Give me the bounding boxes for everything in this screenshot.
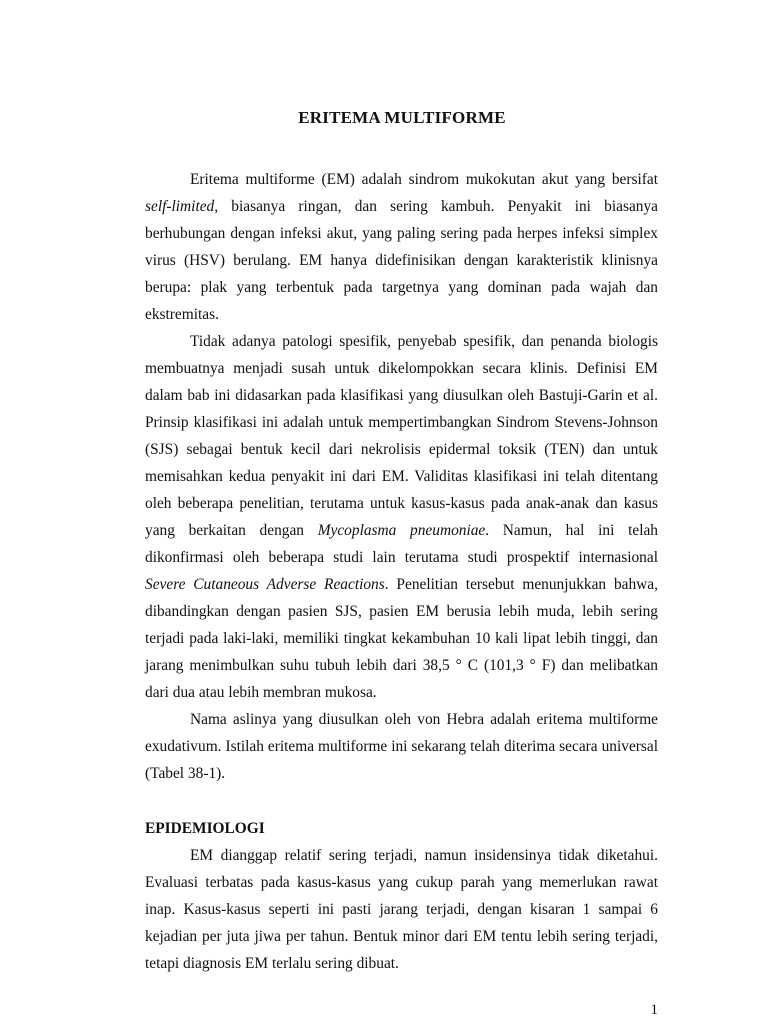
- intro-p2-italic-study: Severe Cutaneous Adverse Reactions: [145, 576, 385, 593]
- document-body: [145, 166, 658, 977]
- intro-p2-text-e: . Penelitian tersebut menunjukkan bahwa, dibandingkan dengan pasien SJS, pasien EM berusia lebih muda, lebih sering terjadi pada laki-laki, memiliki tingkat kekambuhan 10 kali lipat lebih tinggi, dan jarang menimbulkan suhu tubuh lebih dari 38,5 ° C (101,3 ° F) dan melibatkan dari dua atau lebih membran mukosa.: [145, 576, 658, 701]
- intro-p1-text-c: , biasanya ringan, dan sering kambuh. Penyakit ini biasanya berhubungan dengan infeksi akut, yang paling sering pada herpes infeksi simplex virus (HSV) berulang. EM hanya didefinisikan dengan karakteristik klinisnya berupa: plak yang terbentuk pada targetnya yang dominan pada wajah dan ekstremitas.: [145, 198, 658, 323]
- intro-p2-text-a: Tidak adanya patologi spesifik, penyebab spesifik, dan penanda biologis membuatnya menjadi susah untuk dikelompokkan secara klinis. Definisi EM dalam bab ini didasarkan pada klasifikasi yang diusulkan oleh Bastuji-Garin et al. Prinsip klasifikasi ini adalah untuk mempertimbangkan Sindrom Stevens-Johnson (SJS) sebagai bentuk kecil dari nekrolisis epidermal toksik (TEN) dan untuk memisahkan kedua penyakit ini dari EM. Validitas klasifikasi ini telah ditentang oleh beberapa penelitian, terutama untuk kasus-kasus pada anak-anak dan kasus yang berkaitan dengan: [145, 333, 658, 539]
- intro-p1-text-a: Eritema multiforme (EM) adalah sindrom mukokutan akut yang bersifat: [190, 171, 658, 188]
- epidemiology-paragraph-1: EM dianggap relatif sering terjadi, namun insidensinya tidak diketahui. Evaluasi terbatas pada kasus-kasus yang cukup parah yang memerlukan rawat inap. Kasus-kasus seperti ini pasti jarang terjadi, dengan kisaran 1 sampai 6 kejadian per juta jiwa per tahun. Bentuk minor dari EM tentu lebih sering terjadi, tetapi diagnosis EM terlalu sering dibuat.: [145, 847, 658, 972]
- intro-p2-italic-organism: Mycoplasma pneumoniae: [317, 522, 486, 539]
- document-title: ERITEMA MULTIFORME: [298, 108, 506, 127]
- page-number: 1: [650, 1002, 658, 1018]
- intro-paragraph-2: [145, 328, 658, 706]
- intro-p1-italic: self-limited: [145, 198, 215, 215]
- intro-paragraph-1: [145, 166, 658, 328]
- intro-p2-text-c: . Namun, hal ini telah dikonfirmasi oleh beberapa studi lain terutama studi prospektif internasional: [145, 522, 658, 566]
- section-heading-epidemiology: EPIDEMIOLOGI: [145, 820, 265, 837]
- intro-paragraph-3: Nama aslinya yang diusulkan oleh von Hebra adalah eritema multiforme exudativum. Istilah eritema multiforme ini sekarang telah diterima secara universal (Tabel 38-1).: [145, 711, 658, 782]
